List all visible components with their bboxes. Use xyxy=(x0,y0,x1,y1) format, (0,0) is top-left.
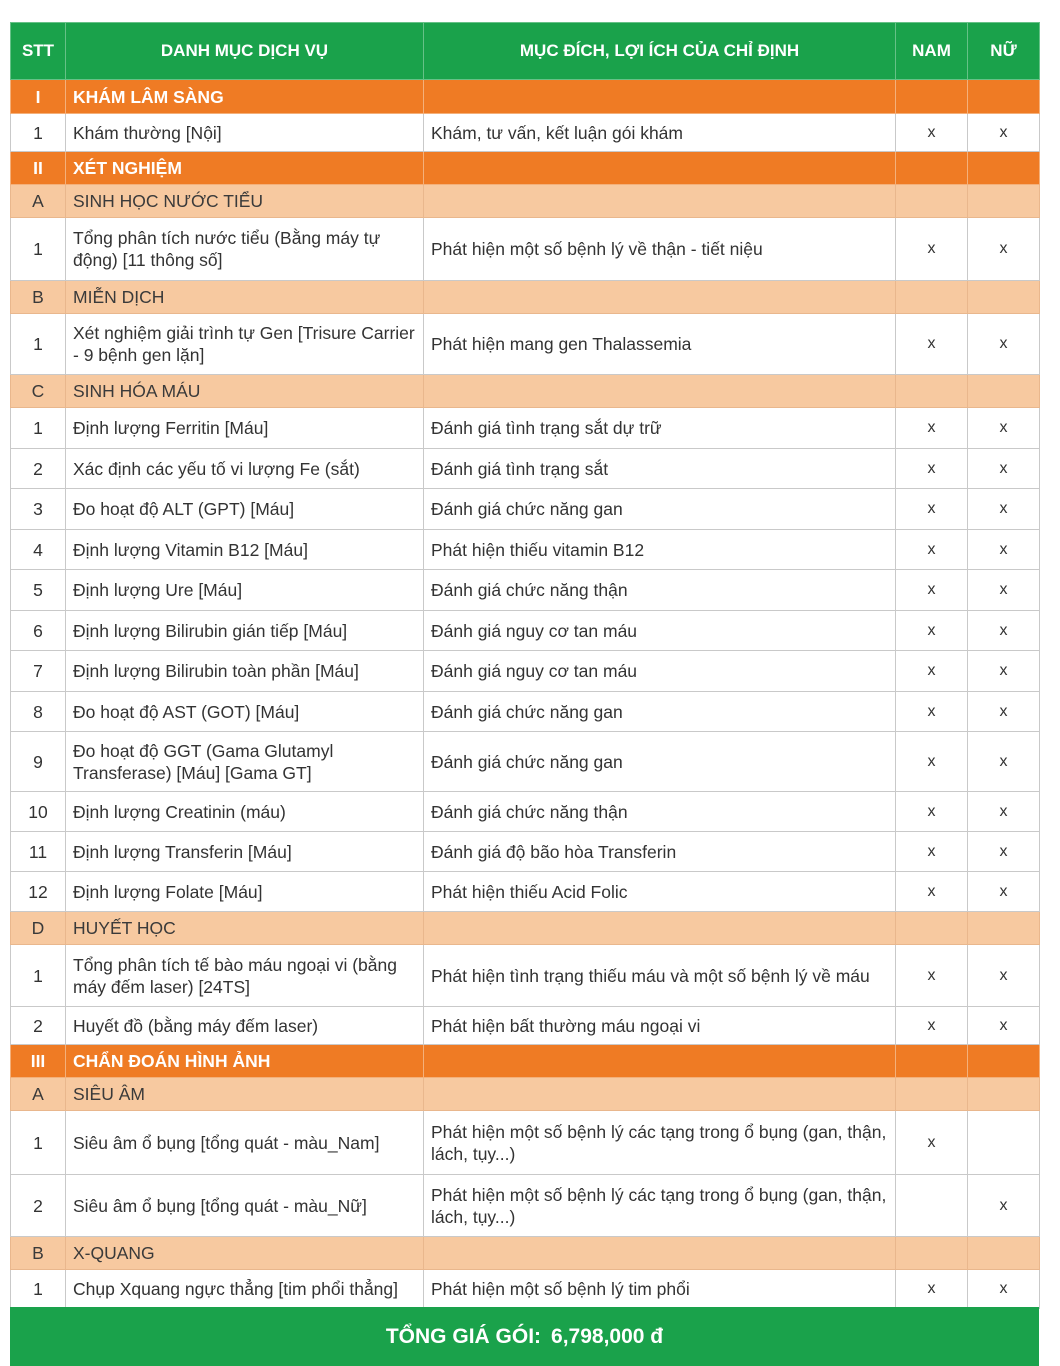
row-service-name: XÉT NGHIỆM xyxy=(66,152,424,185)
table-row xyxy=(11,314,1040,375)
row-nu-empty xyxy=(968,281,1040,314)
row-purpose-empty xyxy=(424,1045,896,1078)
row-purpose: Đánh giá chức năng gan xyxy=(424,732,896,792)
row-stt: 1 xyxy=(11,114,66,152)
row-purpose-empty xyxy=(424,152,896,185)
row-nu-empty xyxy=(968,912,1040,945)
section-row xyxy=(11,1045,1040,1078)
row-service-name: SIÊU ÂM xyxy=(66,1078,424,1111)
row-stt: C xyxy=(11,375,66,408)
row-nu-mark: x xyxy=(968,945,1040,1007)
row-stt: 1 xyxy=(11,218,66,281)
row-nu-empty xyxy=(968,1045,1040,1078)
row-service-name: Đo hoạt độ GGT (Gama Glutamyl Transferase) [Máu] [Gama GT] xyxy=(66,732,424,792)
header-purpose: MỤC ĐÍCH, LỢI ÍCH CỦA CHỈ ĐỊNH xyxy=(424,23,896,80)
row-nu-mark: x xyxy=(968,732,1040,792)
table-row xyxy=(11,872,1040,912)
row-nam-empty xyxy=(896,375,968,408)
row-stt: I xyxy=(11,80,66,114)
total-price-value: 6,798,000 đ xyxy=(551,1324,664,1348)
row-service-name: Chụp Xquang ngực thẳng [tim phổi thẳng] xyxy=(66,1270,424,1309)
section-row xyxy=(11,80,1040,114)
section-row xyxy=(11,152,1040,185)
row-purpose: Đánh giá chức năng thận xyxy=(424,570,896,611)
subsection-row xyxy=(11,281,1040,314)
row-service-name: CHẨN ĐOÁN HÌNH ẢNH xyxy=(66,1045,424,1078)
row-nam-empty xyxy=(896,1078,968,1111)
table-row xyxy=(11,530,1040,570)
subsection-row xyxy=(11,185,1040,218)
table-row xyxy=(11,489,1040,530)
table-row xyxy=(11,1175,1040,1237)
table-row xyxy=(11,945,1040,1007)
row-purpose-empty xyxy=(424,912,896,945)
table-row xyxy=(11,218,1040,281)
row-nu-mark: x xyxy=(968,489,1040,530)
row-stt: A xyxy=(11,1078,66,1111)
header-stt: STT xyxy=(11,23,66,80)
row-nam-mark: x xyxy=(896,489,968,530)
row-stt: B xyxy=(11,281,66,314)
service-package-table xyxy=(10,22,1040,1309)
row-nu-mark: x xyxy=(968,651,1040,692)
row-nu-mark: x xyxy=(968,1175,1040,1237)
row-service-name: Định lượng Bilirubin gián tiếp [Máu] xyxy=(66,611,424,651)
row-service-name: Định lượng Ferritin [Máu] xyxy=(66,408,424,449)
table-row xyxy=(11,114,1040,152)
table-row xyxy=(11,692,1040,732)
row-stt: A xyxy=(11,185,66,218)
row-purpose: Đánh giá chức năng thận xyxy=(424,792,896,832)
table-header xyxy=(11,23,1040,80)
row-stt: 8 xyxy=(11,692,66,732)
row-purpose: Đánh giá chức năng gan xyxy=(424,692,896,732)
row-nu-mark xyxy=(968,1111,1040,1175)
row-nu-mark: x xyxy=(968,692,1040,732)
row-stt: III xyxy=(11,1045,66,1078)
row-purpose: Phát hiện tình trạng thiếu máu và một số bệnh lý về máu xyxy=(424,945,896,1007)
row-stt: 11 xyxy=(11,832,66,872)
row-nu-empty xyxy=(968,1237,1040,1270)
row-nam-mark: x xyxy=(896,408,968,449)
row-service-name: X-QUANG xyxy=(66,1237,424,1270)
row-nam-empty xyxy=(896,912,968,945)
row-nam-mark: x xyxy=(896,832,968,872)
row-stt: 9 xyxy=(11,732,66,792)
row-nu-mark: x xyxy=(968,1007,1040,1045)
row-nu-empty xyxy=(968,80,1040,114)
table-row xyxy=(11,792,1040,832)
row-purpose-empty xyxy=(424,375,896,408)
table-row xyxy=(11,611,1040,651)
subsection-row xyxy=(11,912,1040,945)
row-stt: II xyxy=(11,152,66,185)
row-nam-mark: x xyxy=(896,1007,968,1045)
row-nam-mark: x xyxy=(896,530,968,570)
row-stt: 1 xyxy=(11,1270,66,1309)
row-purpose: Đánh giá chức năng gan xyxy=(424,489,896,530)
row-purpose: Đánh giá nguy cơ tan máu xyxy=(424,651,896,692)
row-stt: 1 xyxy=(11,408,66,449)
subsection-row xyxy=(11,1237,1040,1270)
row-service-name: Định lượng Folate [Máu] xyxy=(66,872,424,912)
row-service-name: Huyết đồ (bằng máy đếm laser) xyxy=(66,1007,424,1045)
row-stt: B xyxy=(11,1237,66,1270)
row-purpose-empty xyxy=(424,80,896,114)
row-stt: 2 xyxy=(11,449,66,489)
row-stt: 1 xyxy=(11,314,66,375)
table-row xyxy=(11,732,1040,792)
table-row xyxy=(11,651,1040,692)
row-stt: 2 xyxy=(11,1007,66,1045)
row-service-name: Tổng phân tích tế bào máu ngoại vi (bằng máy đếm laser) [24TS] xyxy=(66,945,424,1007)
row-nu-empty xyxy=(968,1078,1040,1111)
row-nam-empty xyxy=(896,1045,968,1078)
row-stt: 4 xyxy=(11,530,66,570)
table-body xyxy=(11,80,1040,1309)
row-nam-mark: x xyxy=(896,945,968,1007)
row-nu-mark: x xyxy=(968,832,1040,872)
row-service-name: SINH HÓA MÁU xyxy=(66,375,424,408)
row-service-name: Đo hoạt độ ALT (GPT) [Máu] xyxy=(66,489,424,530)
row-service-name: Khám thường [Nội] xyxy=(66,114,424,152)
row-purpose: Phát hiện thiếu Acid Folic xyxy=(424,872,896,912)
total-price-label: TỔNG GIÁ GÓI: xyxy=(385,1324,542,1348)
row-nu-mark: x xyxy=(968,792,1040,832)
row-nam-mark: x xyxy=(896,314,968,375)
row-nu-mark: x xyxy=(968,1270,1040,1309)
row-purpose: Đánh giá nguy cơ tan máu xyxy=(424,611,896,651)
table-row xyxy=(11,449,1040,489)
row-purpose: Phát hiện một số bệnh lý các tạng trong ổ bụng (gan, thận, lách, tụy...) xyxy=(424,1175,896,1237)
row-service-name: Tổng phân tích nước tiểu (Bằng máy tự động) [11 thông số] xyxy=(66,218,424,281)
row-purpose: Đánh giá tình trạng sắt dự trữ xyxy=(424,408,896,449)
row-nam-empty xyxy=(896,1237,968,1270)
row-nu-empty xyxy=(968,152,1040,185)
row-service-name: MIỄN DỊCH xyxy=(66,281,424,314)
table-row xyxy=(11,570,1040,611)
row-nam-mark: x xyxy=(896,732,968,792)
row-nu-mark: x xyxy=(968,872,1040,912)
subsection-row xyxy=(11,1078,1040,1111)
row-service-name: Định lượng Bilirubin toàn phần [Máu] xyxy=(66,651,424,692)
row-stt: 5 xyxy=(11,570,66,611)
row-stt: 10 xyxy=(11,792,66,832)
row-stt: 12 xyxy=(11,872,66,912)
row-purpose-empty xyxy=(424,1237,896,1270)
row-service-name: Định lượng Creatinin (máu) xyxy=(66,792,424,832)
row-stt: 1 xyxy=(11,1111,66,1175)
row-stt: D xyxy=(11,912,66,945)
row-purpose-empty xyxy=(424,281,896,314)
total-price-bar xyxy=(10,1307,1039,1366)
row-purpose: Phát hiện một số bệnh lý các tạng trong ổ bụng (gan, thận, lách, tụy...) xyxy=(424,1111,896,1175)
row-service-name: Xét nghiệm giải trình tự Gen [Trisure Carrier - 9 bệnh gen lặn] xyxy=(66,314,424,375)
row-nam-mark: x xyxy=(896,114,968,152)
table-row xyxy=(11,832,1040,872)
row-service-name: Định lượng Transferin [Máu] xyxy=(66,832,424,872)
table-row xyxy=(11,1270,1040,1309)
header-nam: NAM xyxy=(896,23,968,80)
row-purpose: Đánh giá tình trạng sắt xyxy=(424,449,896,489)
row-nu-mark: x xyxy=(968,408,1040,449)
row-stt: 1 xyxy=(11,945,66,1007)
row-purpose: Phát hiện một số bệnh lý về thận - tiết niệu xyxy=(424,218,896,281)
row-purpose: Phát hiện thiếu vitamin B12 xyxy=(424,530,896,570)
table-row xyxy=(11,1111,1040,1175)
row-nu-mark: x xyxy=(968,570,1040,611)
row-nam-mark: x xyxy=(896,611,968,651)
row-nu-mark: x xyxy=(968,314,1040,375)
row-stt: 6 xyxy=(11,611,66,651)
row-service-name: SINH HỌC NƯỚC TIỂU xyxy=(66,185,424,218)
row-nam-mark: x xyxy=(896,651,968,692)
row-nam-mark: x xyxy=(896,218,968,281)
row-nam-empty xyxy=(896,152,968,185)
row-service-name: HUYẾT HỌC xyxy=(66,912,424,945)
row-purpose: Phát hiện một số bệnh lý tim phổi xyxy=(424,1270,896,1309)
row-nu-empty xyxy=(968,375,1040,408)
row-purpose: Phát hiện bất thường máu ngoại vi xyxy=(424,1007,896,1045)
row-service-name: Xác định các yếu tố vi lượng Fe (sắt) xyxy=(66,449,424,489)
row-nam-mark: x xyxy=(896,1270,968,1309)
row-nam-empty xyxy=(896,185,968,218)
row-service-name: Định lượng Vitamin B12 [Máu] xyxy=(66,530,424,570)
row-purpose: Khám, tư vấn, kết luận gói khám xyxy=(424,114,896,152)
row-purpose-empty xyxy=(424,185,896,218)
header-service: DANH MỤC DỊCH VỤ xyxy=(66,23,424,80)
row-nu-mark: x xyxy=(968,611,1040,651)
row-nam-mark: x xyxy=(896,449,968,489)
row-service-name: Đo hoạt độ AST (GOT) [Máu] xyxy=(66,692,424,732)
row-nu-mark: x xyxy=(968,449,1040,489)
header-nu: NỮ xyxy=(968,23,1040,80)
row-nam-empty xyxy=(896,281,968,314)
row-nam-mark: x xyxy=(896,570,968,611)
row-stt: 2 xyxy=(11,1175,66,1237)
row-nam-mark: x xyxy=(896,692,968,732)
row-nu-mark: x xyxy=(968,114,1040,152)
row-purpose-empty xyxy=(424,1078,896,1111)
row-nam-mark: x xyxy=(896,1111,968,1175)
subsection-row xyxy=(11,375,1040,408)
service-package-table-container xyxy=(10,22,1039,1309)
row-nu-mark: x xyxy=(968,530,1040,570)
row-service-name: Định lượng Ure [Máu] xyxy=(66,570,424,611)
row-service-name: KHÁM LÂM SÀNG xyxy=(66,80,424,114)
row-stt: 3 xyxy=(11,489,66,530)
row-purpose: Đánh giá độ bão hòa Transferin xyxy=(424,832,896,872)
row-nam-mark: x xyxy=(896,872,968,912)
row-service-name: Siêu âm ổ bụng [tổng quát - màu_Nữ] xyxy=(66,1175,424,1237)
row-nu-empty xyxy=(968,185,1040,218)
table-row xyxy=(11,1007,1040,1045)
row-nam-mark: x xyxy=(896,792,968,832)
row-nam-mark xyxy=(896,1175,968,1237)
row-purpose: Phát hiện mang gen Thalassemia xyxy=(424,314,896,375)
row-service-name: Siêu âm ổ bụng [tổng quát - màu_Nam] xyxy=(66,1111,424,1175)
row-stt: 7 xyxy=(11,651,66,692)
row-nu-mark: x xyxy=(968,218,1040,281)
table-row xyxy=(11,408,1040,449)
row-nam-empty xyxy=(896,80,968,114)
